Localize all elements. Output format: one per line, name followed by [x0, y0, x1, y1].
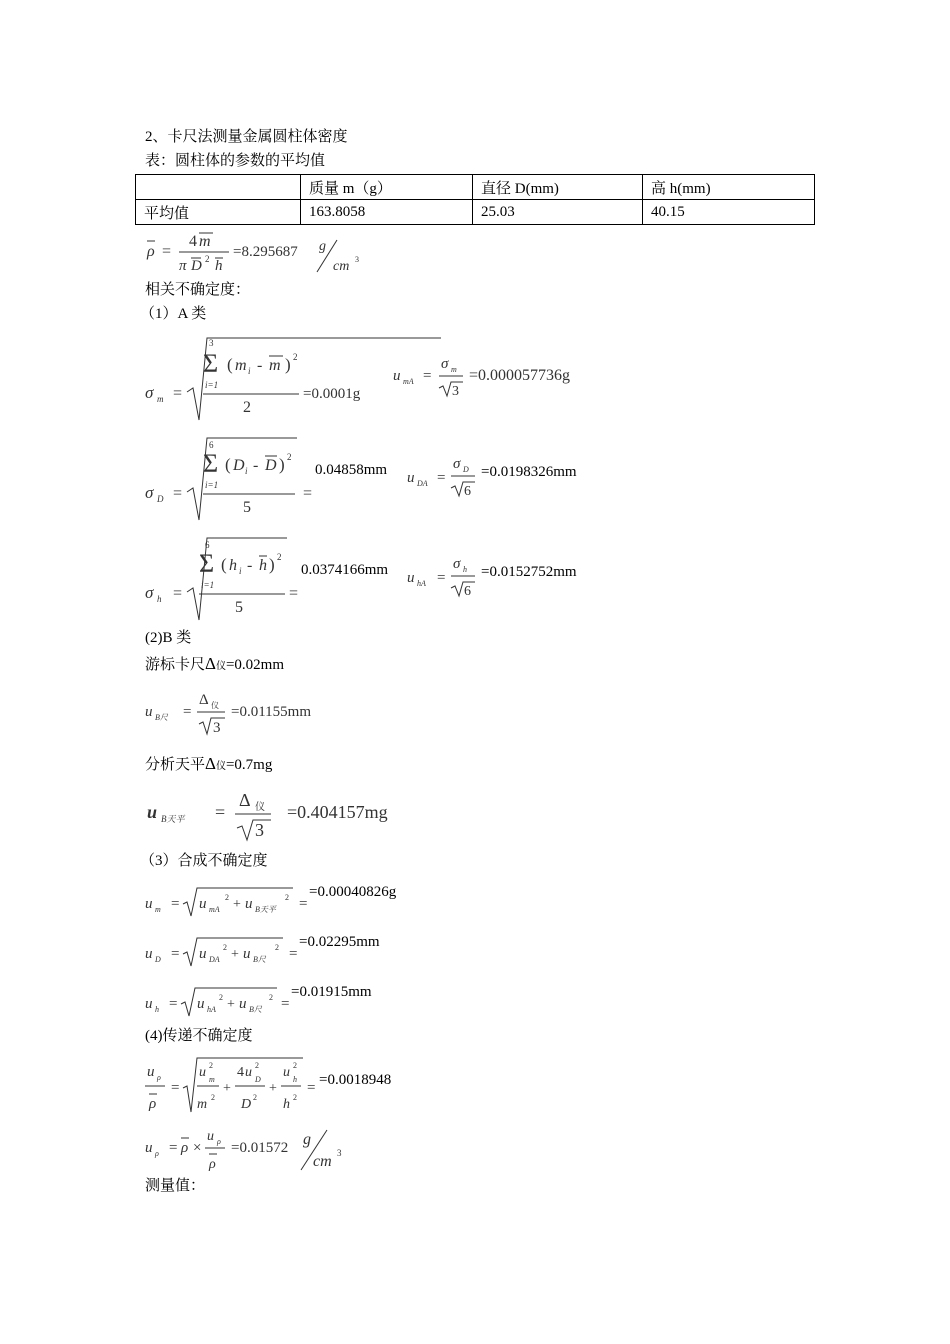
- svg-text:B尺: B尺: [155, 713, 168, 722]
- svg-text:σ: σ: [145, 383, 154, 402]
- svg-text:2: 2: [243, 399, 251, 416]
- u-DA-result: =0.0198326mm: [481, 464, 577, 480]
- balance-label: 分析天平: [145, 757, 206, 773]
- svg-text:m: m: [235, 357, 247, 374]
- svg-text:2: 2: [223, 943, 227, 952]
- svg-text:D: D: [241, 1097, 252, 1112]
- svg-text:=: =: [162, 243, 172, 260]
- svg-text:4: 4: [237, 1065, 244, 1080]
- svg-text:B尺: B尺: [253, 955, 266, 964]
- table-cell: 163.8058: [301, 200, 473, 225]
- svg-text:h: h: [215, 258, 223, 274]
- u-D-formula: [143, 930, 423, 970]
- svg-text:D: D: [191, 258, 202, 274]
- sigma-m-formula: [143, 332, 613, 424]
- svg-text:u: u: [199, 946, 207, 962]
- svg-text:B天平: B天平: [161, 814, 185, 824]
- svg-text:2: 2: [287, 452, 292, 462]
- svg-text:=: =: [437, 470, 446, 486]
- typeA-title: （1）A 类: [140, 306, 207, 322]
- svg-text:3: 3: [355, 255, 359, 264]
- measured-label: 测量值：: [145, 1178, 206, 1194]
- caliper-delta-sub: 仪: [215, 661, 226, 672]
- svg-text:=: =: [289, 946, 298, 962]
- svg-text:σ: σ: [441, 356, 449, 372]
- svg-text:Σ: Σ: [199, 549, 215, 578]
- svg-text:σ: σ: [453, 556, 461, 572]
- svg-text:=: =: [299, 896, 308, 912]
- svg-text:u: u: [197, 996, 205, 1012]
- svg-text:=: =: [173, 385, 183, 402]
- svg-text:Δ: Δ: [199, 692, 209, 708]
- svg-text:h: h: [463, 565, 467, 574]
- svg-text:i=1: i=1: [201, 580, 215, 590]
- balance-value: =0.7mg: [225, 757, 273, 773]
- u-D-result: =0.02295mm: [299, 934, 380, 950]
- svg-text:=: =: [281, 996, 290, 1012]
- sigma-D-formula: [143, 432, 613, 524]
- svg-text:u: u: [147, 1064, 155, 1080]
- svg-text:u: u: [283, 1065, 290, 1080]
- svg-text:-: -: [253, 457, 259, 474]
- svg-text:u: u: [199, 1065, 206, 1080]
- svg-text:ρ: ρ: [217, 1137, 221, 1146]
- svg-text:u: u: [145, 996, 153, 1012]
- u-B-balance-result: =0.404157mg: [287, 802, 388, 822]
- svg-text:Σ: Σ: [203, 349, 219, 378]
- propagation-title: (4)传递不确定度: [145, 1028, 253, 1044]
- svg-text:=: =: [423, 368, 432, 384]
- sigma-D-result: 0.04858mm: [315, 462, 388, 478]
- svg-text:u: u: [145, 946, 153, 962]
- svg-text:=: =: [307, 1080, 316, 1096]
- svg-text:2: 2: [219, 993, 223, 1002]
- svg-text:σ: σ: [453, 456, 461, 472]
- typeB-title: (2)B 类: [145, 630, 192, 646]
- svg-text:6: 6: [464, 584, 471, 599]
- svg-text:ρ: ρ: [149, 1096, 157, 1112]
- svg-text:2: 2: [225, 893, 229, 902]
- svg-text:): ): [285, 355, 291, 374]
- table-cell: 40.15: [643, 200, 815, 225]
- svg-text:=: =: [169, 996, 178, 1012]
- density-value: =8.295687: [233, 244, 298, 260]
- svg-text:u: u: [243, 946, 251, 962]
- density-formula: [143, 228, 383, 278]
- balance-delta-sub: 仪: [215, 761, 226, 772]
- svg-text:u: u: [245, 1065, 252, 1080]
- sigma-h-formula: [143, 532, 613, 624]
- svg-text:D: D: [233, 457, 245, 474]
- svg-text:u: u: [147, 802, 158, 822]
- u-rho-value: =0.01572: [231, 1140, 289, 1156]
- svg-text:-: -: [247, 557, 253, 574]
- svg-text:h: h: [293, 1075, 297, 1084]
- svg-text:i=1: i=1: [205, 380, 219, 390]
- svg-text:4: 4: [189, 233, 197, 250]
- svg-text:仪: 仪: [211, 701, 219, 710]
- svg-text:5: 5: [235, 599, 243, 616]
- svg-text:2: 2: [205, 254, 210, 264]
- svg-text:DA: DA: [209, 955, 220, 964]
- combined-title: （3）合成不确定度: [140, 853, 268, 869]
- svg-text:h: h: [259, 557, 267, 574]
- svg-text:D: D: [463, 465, 469, 474]
- svg-text:+: +: [231, 947, 239, 962]
- svg-text:): ): [269, 555, 275, 574]
- svg-text:2: 2: [293, 1093, 297, 1102]
- balance-line: 分析天平Δ仪=0.7mg: [145, 754, 273, 773]
- svg-text:B尺: B尺: [249, 1005, 262, 1014]
- svg-text:2: 2: [277, 552, 282, 562]
- svg-text:2: 2: [209, 1061, 213, 1070]
- svg-text:3: 3: [337, 1148, 342, 1158]
- svg-text:u: u: [407, 470, 415, 486]
- u-h-result: =0.01915mm: [291, 984, 372, 1000]
- svg-text:D: D: [157, 494, 164, 504]
- sigma-h-result: 0.0374166mm: [301, 562, 389, 578]
- u-B-balance-formula: [143, 786, 463, 842]
- svg-text:mA: mA: [403, 377, 414, 386]
- svg-text:m: m: [451, 365, 457, 374]
- density-unit-den: cm: [333, 259, 350, 274]
- svg-text:=: =: [173, 485, 183, 502]
- svg-text:hA: hA: [207, 1005, 216, 1014]
- svg-text:h: h: [283, 1097, 290, 1112]
- svg-text:m: m: [199, 233, 211, 250]
- svg-text:u: u: [145, 1140, 153, 1156]
- svg-text:=: =: [303, 485, 313, 502]
- svg-text:2: 2: [293, 1061, 297, 1070]
- svg-text:DA: DA: [417, 479, 428, 488]
- svg-text:ρ: ρ: [157, 1073, 161, 1082]
- u-m-formula: [143, 880, 423, 920]
- svg-text:+: +: [223, 1081, 231, 1096]
- svg-text:2: 2: [253, 1093, 257, 1102]
- svg-text:ρ: ρ: [147, 243, 155, 260]
- svg-text:h: h: [229, 557, 237, 574]
- svg-text:Δ: Δ: [239, 790, 251, 810]
- u-mA-result: =0.000057736g: [469, 367, 571, 384]
- svg-text:u: u: [207, 1129, 214, 1144]
- relative-uncertainty-result: =0.0018948: [319, 1072, 392, 1088]
- caliper-line: 游标卡尺Δ仪=0.02mm: [145, 654, 284, 673]
- svg-text:+: +: [227, 997, 235, 1012]
- table-row: [136, 200, 815, 225]
- svg-text:5: 5: [243, 499, 251, 516]
- svg-text:u: u: [239, 996, 247, 1012]
- u-rho-formula: [143, 1122, 403, 1174]
- table-header-cell: [136, 175, 301, 200]
- u-B-caliper-formula: [143, 688, 403, 738]
- section-heading: 2、卡尺法测量金属圆柱体密度: [145, 129, 348, 145]
- svg-text:m: m: [209, 1075, 215, 1084]
- table-header-cell: 高 h(mm): [643, 175, 815, 200]
- svg-text:σ: σ: [145, 583, 154, 602]
- table-cell: 平均值: [136, 200, 301, 225]
- svg-text:m: m: [157, 394, 164, 404]
- svg-text:2: 2: [293, 352, 298, 362]
- svg-text:): ): [279, 455, 285, 474]
- svg-text:h: h: [155, 1005, 159, 1014]
- svg-text:-: -: [257, 357, 263, 374]
- svg-text:u: u: [199, 896, 207, 912]
- svg-text:2: 2: [211, 1093, 215, 1102]
- svg-text:=: =: [183, 704, 192, 720]
- svg-text:=: =: [171, 1080, 180, 1096]
- table-header-row: [136, 175, 815, 200]
- table-caption: 表：圆柱体的参数的平均值: [145, 153, 326, 169]
- svg-text:ρ: ρ: [209, 1157, 216, 1172]
- svg-text:i: i: [248, 366, 251, 376]
- svg-text:u: u: [145, 704, 153, 720]
- svg-text:3: 3: [209, 338, 214, 348]
- svg-text:3: 3: [452, 384, 459, 399]
- svg-text:m: m: [155, 905, 161, 914]
- svg-text:hA: hA: [417, 579, 426, 588]
- svg-text:2: 2: [255, 1061, 259, 1070]
- svg-text:u: u: [145, 896, 153, 912]
- svg-text:m: m: [197, 1097, 208, 1112]
- svg-text:Σ: Σ: [203, 449, 219, 478]
- svg-text:=: =: [169, 1140, 178, 1156]
- svg-text:2: 2: [275, 943, 279, 952]
- table-header-cell: 直径 D(mm): [473, 175, 643, 200]
- svg-text:6: 6: [205, 540, 210, 550]
- svg-text:h: h: [157, 594, 162, 604]
- svg-text:=: =: [171, 896, 180, 912]
- svg-text:(: (: [225, 455, 231, 474]
- relative-uncertainty-formula: [143, 1054, 443, 1116]
- svg-text:D: D: [155, 955, 161, 964]
- svg-text:+: +: [233, 897, 241, 912]
- svg-text:σ: σ: [145, 483, 154, 502]
- svg-text:i: i: [245, 466, 248, 476]
- svg-text:u: u: [245, 896, 253, 912]
- table-cell: 25.03: [473, 200, 643, 225]
- caliper-value: =0.02mm: [225, 657, 284, 673]
- u-rho-unit-num: g: [303, 1131, 311, 1148]
- u-m-result: =0.00040826g: [309, 884, 397, 900]
- parameter-table: [135, 174, 815, 225]
- svg-text:=: =: [437, 570, 446, 586]
- table-header-cell: 质量 m（g）: [301, 175, 473, 200]
- svg-text:ρ: ρ: [181, 1140, 189, 1156]
- svg-text:+: +: [269, 1081, 277, 1096]
- svg-text:m: m: [269, 357, 281, 374]
- svg-text:mA: mA: [209, 905, 220, 914]
- svg-text:(: (: [227, 355, 233, 374]
- caliper-label: 游标卡尺: [145, 657, 206, 673]
- svg-text:3: 3: [255, 820, 264, 840]
- svg-text:2: 2: [285, 893, 289, 902]
- svg-text:=: =: [173, 585, 183, 602]
- svg-text:2: 2: [269, 993, 273, 1002]
- svg-text:=: =: [215, 802, 226, 822]
- svg-text:ρ: ρ: [155, 1149, 159, 1158]
- svg-text:u: u: [407, 570, 415, 586]
- u-hA-result: =0.0152752mm: [481, 564, 577, 580]
- uncertainty-title: 相关不确定度：: [145, 282, 251, 298]
- u-rho-unit-den: cm: [313, 1153, 332, 1170]
- svg-text:B天平: B天平: [255, 905, 276, 914]
- svg-text:i: i: [239, 566, 242, 576]
- u-B-caliper-result: =0.01155mm: [231, 704, 311, 720]
- svg-text:3: 3: [213, 720, 221, 736]
- svg-text:i=1: i=1: [205, 480, 219, 490]
- svg-text:×: ×: [193, 1140, 202, 1156]
- svg-text:π: π: [179, 258, 187, 274]
- u-h-formula: [143, 980, 423, 1020]
- svg-text:u: u: [393, 368, 401, 384]
- svg-text:仪: 仪: [255, 802, 265, 813]
- svg-text:(: (: [221, 555, 227, 574]
- svg-text:=: =: [289, 585, 299, 602]
- svg-text:6: 6: [209, 440, 214, 450]
- density-unit-num: g: [319, 239, 326, 254]
- svg-text:D: D: [255, 1075, 261, 1084]
- svg-text:D: D: [265, 457, 277, 474]
- svg-text:6: 6: [464, 484, 471, 499]
- svg-text:=: =: [171, 946, 180, 962]
- sigma-m-result: =0.0001g: [303, 386, 361, 402]
